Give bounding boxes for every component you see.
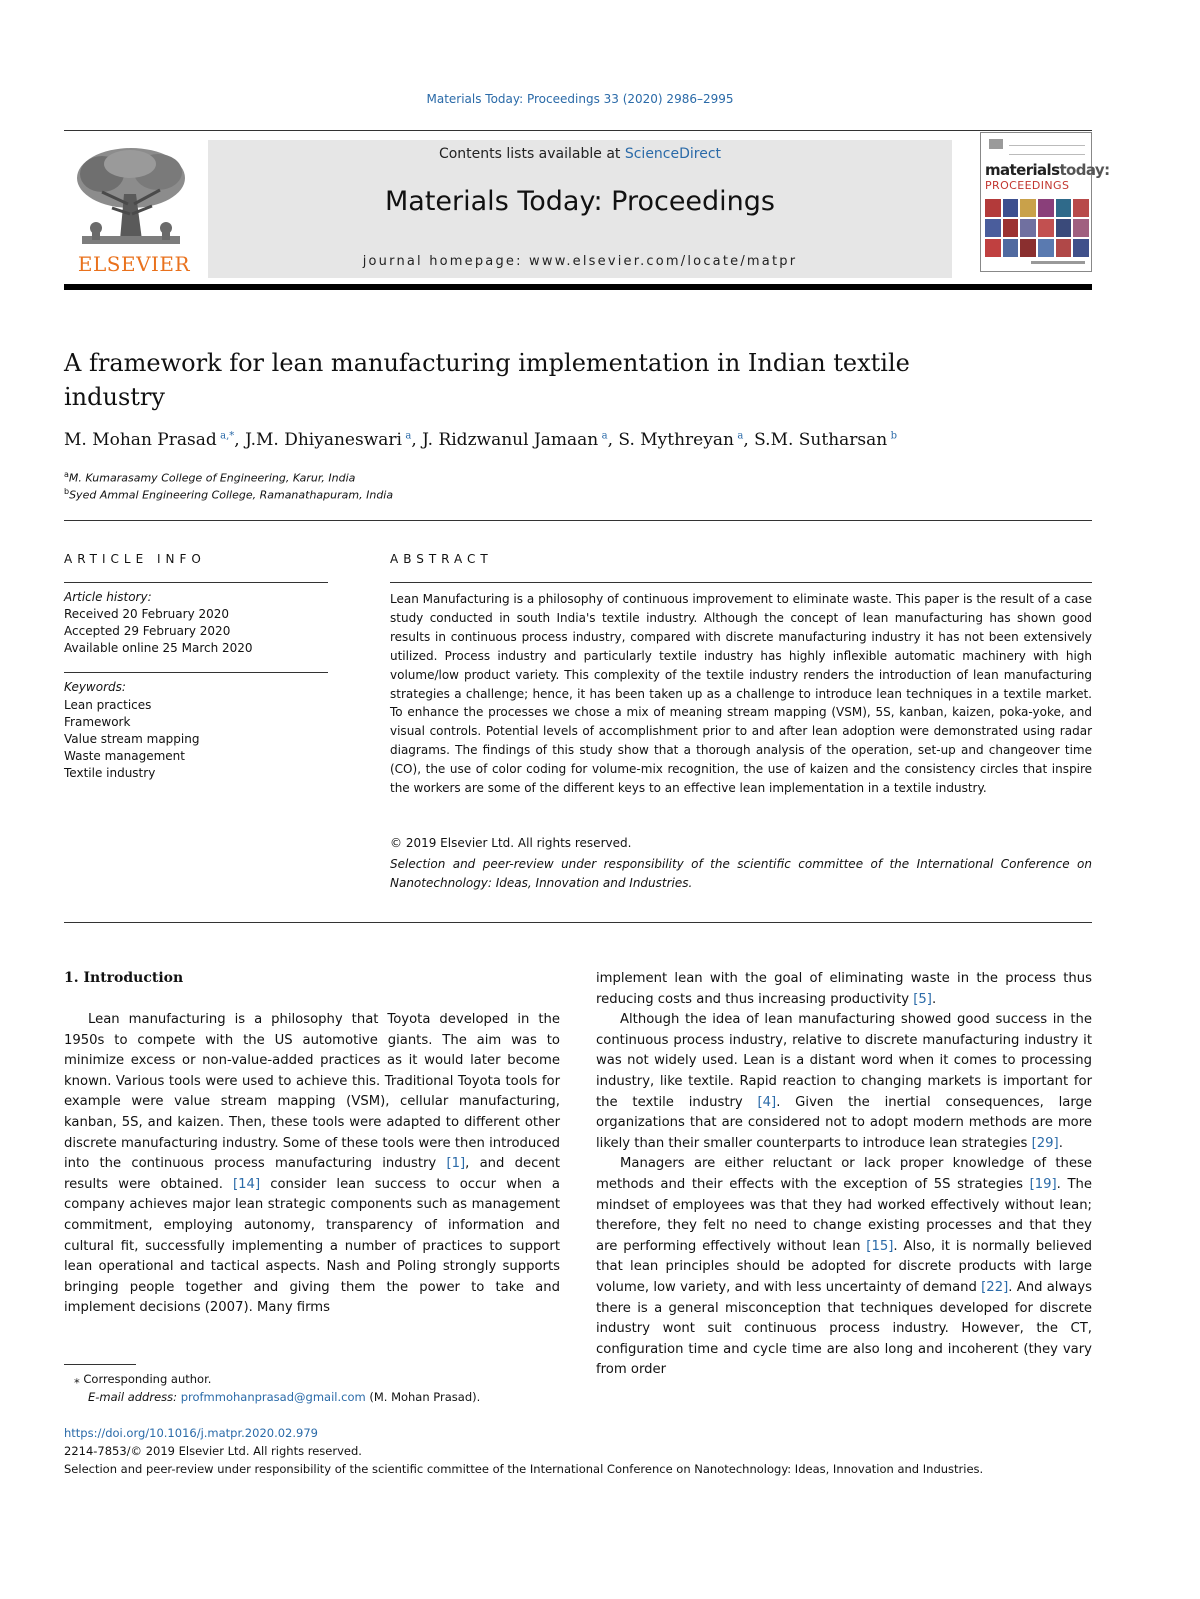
abstract-rule: [390, 582, 1092, 583]
footer-selection-note: Selection and peer-review under responsibility of the scientific committee of the International Conference on Nanotechnology: Ideas, Innovation and Industries.: [64, 1462, 984, 1476]
author-separator: ,: [743, 430, 755, 450]
author-affiliation-mark[interactable]: a: [737, 430, 744, 442]
text-run: . Also, it is normally believed that lean principles should be adopted for discrete products with large volume, low variety, and with less uncertainty of demand: [596, 1238, 1092, 1295]
citation-link[interactable]: [29]: [1031, 1135, 1059, 1151]
keyword-item: Value stream mapping: [64, 732, 200, 746]
author[interactable]: [245, 430, 422, 450]
author-list: [64, 430, 1094, 450]
cover-footer-bar: [1031, 261, 1085, 264]
text-run: , and decent results were obtained.: [64, 1156, 560, 1192]
intro-left-column: [64, 1010, 560, 1319]
author[interactable]: [618, 430, 754, 450]
cover-header-lines: [1009, 145, 1085, 155]
text-run: . Given the inertial consequences, large organizations that are considered not to adopt modern methods are more likely than their smaller counterparts to introduce lean strategies: [596, 1094, 1092, 1151]
paragraph: [596, 1154, 1092, 1381]
header-top-rule: [64, 130, 1092, 131]
journal-header-box: [208, 140, 952, 278]
corresponding-author-note: ⁎ Corresponding author.: [74, 1372, 212, 1386]
citation-link[interactable]: [5]: [913, 991, 932, 1007]
intro-right-column: [596, 969, 1092, 1381]
affiliation-text: Syed Ammal Engineering College, Ramanathapuram, India: [69, 488, 394, 502]
affiliation-mark: a: [64, 470, 69, 479]
affiliation-text: M. Kumarasamy College of Engineering, Karur, India: [68, 471, 356, 485]
section-heading-introduction: 1. Introduction: [64, 970, 184, 986]
abstract-bottom-rule: [64, 922, 1092, 923]
keyword-item: Lean practices: [64, 698, 152, 712]
text-run: .: [931, 991, 937, 1007]
email-footnote: [88, 1390, 480, 1404]
elsevier-logo[interactable]: [64, 140, 204, 276]
author[interactable]: [64, 430, 245, 450]
citation-link[interactable]: [1]: [446, 1156, 466, 1172]
author-affiliation-mark[interactable]: a: [601, 430, 608, 442]
journal-citation[interactable]: Materials Today: Proceedings 33 (2020) 2986–2995: [426, 92, 734, 106]
text-run: . The mindset of employees was that they had worked effectively without lean; therefore, they felt no need to change existing processes and that they are performing effectively without lean: [596, 1176, 1092, 1254]
article-title: A framework for lean manufacturing implementation in Indian textile industry: [64, 349, 910, 411]
text-run: implement lean with the goal of eliminating waste in the process thus reducing costs and thus increasing productivity: [596, 971, 1092, 1007]
history-online: Available online 25 March 2020: [64, 641, 253, 655]
abstract-copyright: © 2019 Elsevier Ltd. All rights reserved.: [390, 836, 632, 850]
author-name: S. Mythreyan: [618, 430, 734, 450]
affiliation-a: [64, 470, 355, 485]
citation-link[interactable]: [15]: [866, 1238, 894, 1254]
keyword-item: Waste management: [64, 749, 185, 763]
cover-badge: [989, 139, 1003, 149]
author-separator: ,: [411, 430, 423, 450]
paragraph: [64, 1010, 560, 1319]
article-history-label: Article history:: [64, 590, 152, 604]
sciencedirect-link[interactable]: ScienceDirect: [624, 146, 722, 162]
text-run: .: [1058, 1135, 1063, 1151]
journal-homepage[interactable]: journal homepage: www.elsevier.com/locate/matpr: [362, 254, 798, 269]
author-separator: ,: [234, 430, 246, 450]
email-suffix: (M. Mohan Prasad).: [365, 1390, 481, 1404]
header-bottom-rule: [64, 284, 1092, 290]
text-run: Lean manufacturing is a philosophy that Toyota developed in the 1950s to compete with the US automotive giants. The aim was to minimize excess or non-value-added practices as it would later become known. Various tools were used to achieve this. Traditional Toyota tools for example were value stream mapping (VSM), cellular manufacturing, kanban, 5S, and kaizen. Then, these tools were adapted to different other discrete manufacturing industry. Some of these tools were then introduced into the continuous process manufacturing industry: [64, 1012, 560, 1172]
author[interactable]: [422, 430, 618, 450]
history-accepted: Accepted 29 February 2020: [64, 624, 231, 638]
author-affiliation-mark[interactable]: b: [890, 430, 898, 442]
keywords-rule: [64, 672, 328, 673]
footnote-rule: [64, 1364, 136, 1365]
affiliation-b: [64, 487, 393, 502]
citation-link[interactable]: [19]: [1029, 1176, 1057, 1192]
citation-link[interactable]: [4]: [757, 1094, 777, 1110]
abstract-body: Lean Manufacturing is a philosophy of continuous improvement to eliminate waste. This paper is the result of a case study conducted in south India's textile industry. Although the concept of lean manufacturing has shown good results in continuous process industry, compared with discrete manufacturing industry it has not been extensively utilized. Process industry and particularly textile industry has highly inflexible automatic machinery with high volume/low product variety. This complexity of the textile industry renders the introduction of lean manufacturing strategies a challenge; hence, it has been taken up as a challenge to introduce lean techniques in a textile market. To enhance the processes we chose a mix of meaning stream mapping (VSM), 5S, kanban, kaizen, poka-yoke, and visual controls. Potential levels of accomplishment prior to and after lean adoption were demonstrated using radar diagrams. The findings of this study show that a thorough analysis of the operation, set-up and changeover time (CO), the use of color coding for volume-mix recognition, the use of kaizen and the consistency circles that inspire the workers are some of the different keys to an effective lean implementation in a textile industry.: [390, 592, 1092, 796]
cover-image-grid: [985, 199, 1089, 257]
cover-title: [985, 161, 1110, 179]
citation-link[interactable]: [22]: [981, 1279, 1009, 1295]
contents-line: [208, 146, 952, 162]
paragraph: [596, 1010, 1092, 1154]
text-run: . And always there is a general misconception that techniques developed for discrete industry wont suit continuous process industry. However, the CT, configuration time and cycle time are also long and incoherent (they vary from order: [596, 1279, 1093, 1378]
author-name: J.M. Dhiyaneswari: [245, 430, 402, 450]
text-run: Managers are either reluctant or lack proper knowledge of these methods and their effects with the exception of 5S strategies: [596, 1156, 1092, 1192]
issn-copyright: 2214-7853/© 2019 Elsevier Ltd. All rights reserved.: [64, 1444, 362, 1458]
author-name: J. Ridzwanul Jamaan: [422, 430, 599, 450]
journal-cover-thumbnail[interactable]: [980, 132, 1110, 272]
citation-link[interactable]: [14]: [233, 1176, 261, 1192]
doi-link[interactable]: https://doi.org/10.1016/j.matpr.2020.02.979: [64, 1426, 318, 1440]
cover-title-part-b: today:: [1059, 161, 1110, 179]
author-affiliation-mark[interactable]: a,*: [220, 430, 235, 442]
abstract-selection-note: Selection and peer-review under responsibility of the scientific committee of the International Conference on Nanotechnology: Ideas, Innovation and Industries.: [390, 857, 1092, 890]
paragraph: [596, 969, 1092, 1010]
article-info-heading: ARTICLE INFO: [64, 552, 206, 566]
article-info-rule: [64, 582, 328, 583]
cover-title-part-a: materials: [985, 161, 1060, 179]
text-run: consider lean success to occur when a company achieves major lean strategic components such as management commitment, employing autonomy, transparency of information and cultural fit, successfully implementing a number of practices to support lean operational and tactical aspects. Nash and Poling strongly supports bringing people together and giving them the power to take and implement decisions (2007). Many firms: [64, 1176, 560, 1316]
elsevier-tree-icon: [72, 144, 190, 252]
author-separator: ,: [607, 430, 619, 450]
text-run: Although the idea of lean manufacturing showed good success in the continuous process industry, relative to discrete manufacturing industry it was not widely used. Lean is a distant word when it comes to processing industry, like textile. Rapid reaction to changing markets is important for the textile industry: [596, 1012, 1092, 1110]
keywords-label: Keywords:: [64, 680, 126, 694]
elsevier-wordmark: ELSEVIER: [77, 252, 191, 276]
journal-title: Materials Today: Proceedings: [385, 186, 775, 217]
author-name: M. Mohan Prasad: [64, 430, 217, 450]
email-label: E-mail address:: [88, 1390, 181, 1404]
keyword-item: Framework: [64, 715, 131, 729]
meta-top-rule: [64, 520, 1092, 521]
author[interactable]: [754, 430, 897, 450]
cover-subtitle: PROCEEDINGS: [985, 179, 1070, 192]
affiliation-mark: b: [64, 487, 70, 496]
contents-prefix: Contents lists available at: [438, 146, 625, 162]
email-link[interactable]: profmmohanprasad@gmail.com: [180, 1390, 366, 1404]
author-affiliation-mark[interactable]: a: [405, 430, 412, 442]
keyword-item: Textile industry: [64, 766, 156, 780]
abstract-heading: ABSTRACT: [390, 552, 493, 566]
history-received: Received 20 February 2020: [64, 607, 230, 621]
author-name: S.M. Sutharsan: [754, 430, 888, 450]
